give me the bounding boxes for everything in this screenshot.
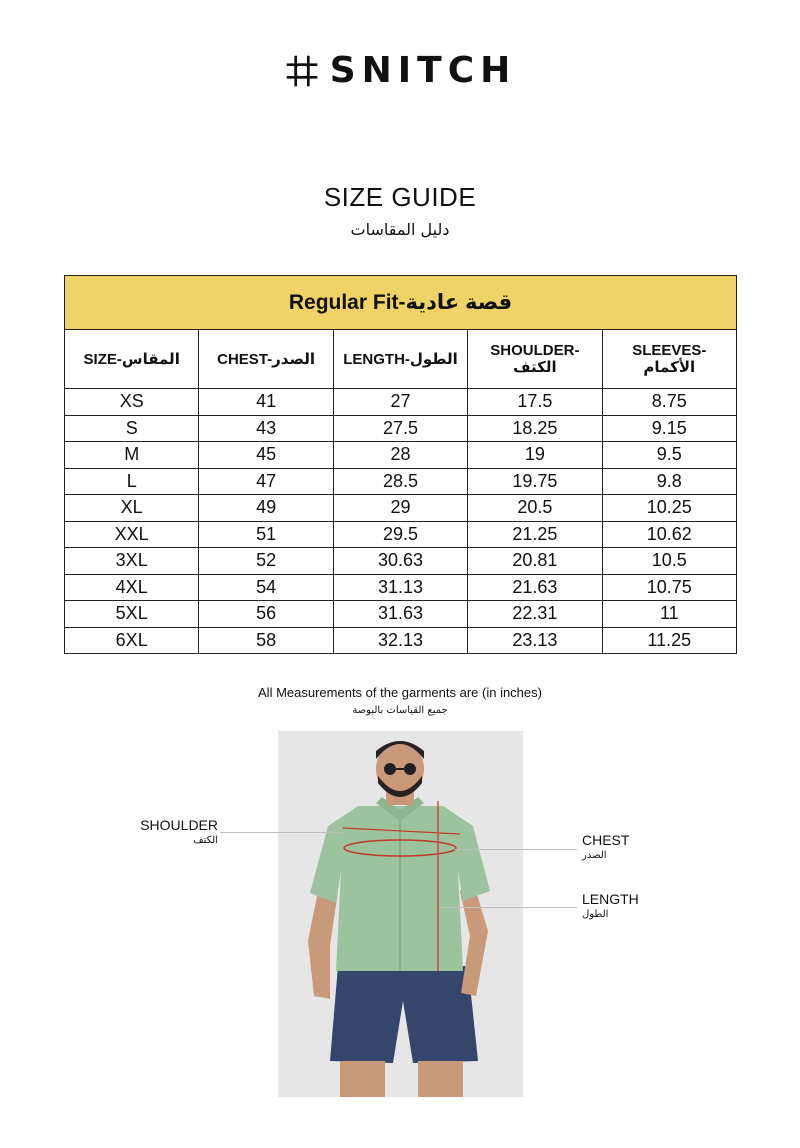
cell-size: 5XL xyxy=(65,601,199,628)
chest-guide-line xyxy=(455,849,577,850)
column-header-text: CHEST- xyxy=(217,350,273,368)
cell-chest: 47 xyxy=(199,468,333,495)
brand-name: SNITCH xyxy=(329,50,517,91)
cell-size: 6XL xyxy=(65,627,199,654)
cell-size: M xyxy=(65,442,199,469)
cell-chest: 51 xyxy=(199,521,333,548)
length-label: LENGTH الطول xyxy=(582,891,639,920)
column-header-text: SLEEVES- xyxy=(632,342,707,359)
fit-title: Regular Fit-قصة عادية xyxy=(65,276,737,330)
page-title: SIZE GUIDE xyxy=(323,182,477,212)
column-header-row xyxy=(65,330,737,389)
cell-length: 31.13 xyxy=(333,574,467,601)
cell-chest: 49 xyxy=(199,495,333,522)
cell-length: 32.13 xyxy=(333,627,467,654)
cell-length: 28.5 xyxy=(333,468,467,495)
cell-chest: 56 xyxy=(199,601,333,628)
cell-length: 29.5 xyxy=(333,521,467,548)
cell-sleeves: 11 xyxy=(602,601,736,628)
column-header-text: الصدر xyxy=(272,350,316,368)
length-guide-line xyxy=(440,907,577,908)
column-header-text: الأكمام xyxy=(643,359,696,376)
column-header-text: LENGTH- xyxy=(343,350,410,368)
cell-shoulder: 21.25 xyxy=(468,521,602,548)
cell-chest: 45 xyxy=(199,442,333,469)
table-row xyxy=(65,601,737,628)
cell-length: 27 xyxy=(333,389,467,416)
cell-sleeves: 10.5 xyxy=(602,548,736,575)
cell-shoulder: 23.13 xyxy=(468,627,602,654)
cell-size: L xyxy=(65,468,199,495)
table-row xyxy=(65,574,737,601)
cell-size: 4XL xyxy=(65,574,199,601)
cell-length: 29 xyxy=(333,495,467,522)
cell-size: XS xyxy=(65,389,199,416)
cell-size: S xyxy=(65,415,199,442)
cell-shoulder: 20.81 xyxy=(468,548,602,575)
column-header-text: المقاس xyxy=(121,350,180,368)
model-photo xyxy=(278,731,523,1097)
cell-shoulder: 21.63 xyxy=(468,574,602,601)
table-row xyxy=(65,495,737,522)
cell-size: XL xyxy=(65,495,199,522)
column-header-text: SHOULDER- xyxy=(490,342,580,359)
table-row xyxy=(65,389,737,416)
table-row xyxy=(65,548,737,575)
column-header-length xyxy=(333,330,467,389)
cell-chest: 54 xyxy=(199,574,333,601)
cell-size: XXL xyxy=(65,521,199,548)
cell-sleeves: 10.62 xyxy=(602,521,736,548)
cell-chest: 41 xyxy=(199,389,333,416)
brand-logo xyxy=(0,50,800,91)
shoulder-label: SHOULDER الكتف xyxy=(140,817,218,846)
cell-length: 30.63 xyxy=(333,548,467,575)
table-row xyxy=(65,627,737,654)
measurement-note: All Measurements of the garments are (in inches) xyxy=(258,685,542,700)
measurement-note-arabic: جميع القياسات بالبوصة xyxy=(352,705,448,716)
cell-chest: 52 xyxy=(199,548,333,575)
table-row xyxy=(65,442,737,469)
table-row xyxy=(65,521,737,548)
column-header-chest xyxy=(199,330,333,389)
table-row xyxy=(65,468,737,495)
column-header-text: الطول xyxy=(409,350,458,368)
column-header-text: SIZE- xyxy=(83,350,122,368)
size-table xyxy=(64,275,737,654)
cell-sleeves: 11.25 xyxy=(602,627,736,654)
cell-shoulder: 22.31 xyxy=(468,601,602,628)
column-header-shoulder xyxy=(468,330,602,389)
column-header-sleeves xyxy=(602,330,736,389)
cell-chest: 58 xyxy=(199,627,333,654)
cell-sleeves: 9.5 xyxy=(602,442,736,469)
cell-sleeves: 10.25 xyxy=(602,495,736,522)
chest-label: CHEST الصدر xyxy=(582,832,630,861)
column-header-size xyxy=(65,330,199,389)
cell-sleeves: 9.15 xyxy=(602,415,736,442)
cell-shoulder: 19.75 xyxy=(468,468,602,495)
table-row xyxy=(65,415,737,442)
cell-sleeves: 10.75 xyxy=(602,574,736,601)
cell-shoulder: 17.5 xyxy=(468,389,602,416)
cell-shoulder: 19 xyxy=(468,442,602,469)
cell-chest: 43 xyxy=(199,415,333,442)
cell-sleeves: 8.75 xyxy=(602,389,736,416)
shoulder-guide-line xyxy=(220,832,342,833)
cell-shoulder: 18.25 xyxy=(468,415,602,442)
page-title-arabic: دليل المقاسات xyxy=(350,220,450,239)
cell-length: 27.5 xyxy=(333,415,467,442)
hashtag-knot-icon xyxy=(284,53,320,89)
cell-sleeves: 9.8 xyxy=(602,468,736,495)
cell-shoulder: 20.5 xyxy=(468,495,602,522)
model-figure xyxy=(278,731,523,1097)
cell-length: 28 xyxy=(333,442,467,469)
column-header-text: الكتف xyxy=(513,359,557,376)
cell-size: 3XL xyxy=(65,548,199,575)
cell-length: 31.63 xyxy=(333,601,467,628)
